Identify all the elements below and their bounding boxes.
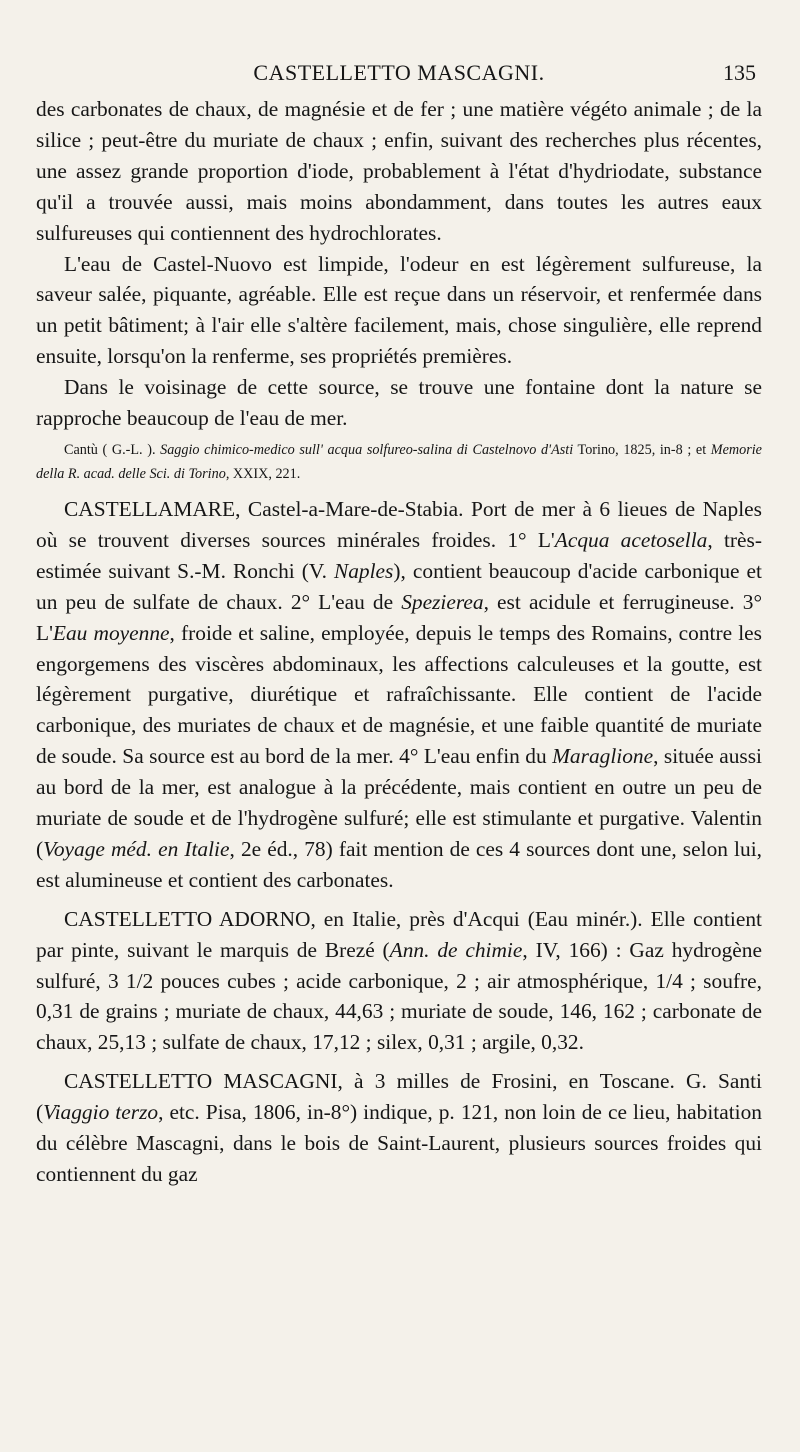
entry-text: CASTELLETTO MASCAGNI, à 3 milles de Frosini, en Toscane. G. Santi ( bbox=[36, 1069, 762, 1125]
entry-text: , etc. Pisa, 1806, in-8°) indique, p. 121, non loin de ce lieu, habitation du célèbre Mascagni, dans le bois de Saint-Laurent, plusieurs sources froides qui contiennent du gaz bbox=[36, 1100, 762, 1186]
entry-castellamare bbox=[36, 494, 762, 896]
entry-text: , IV, 166) : Gaz hydrogène sulfuré, 3 1/2 pouces cubes ; acide carbonique, 2 ; air atmosphérique, 1/4 ; soufre, 0,31 de grains ; muriate de chaux, 44,63 ; muriate de soude, 146, 162 ; carbonate de chaux, 25,13 ; sulfate de chaux, 17,12 ; silex, 0,31 ; argile, 0,32. bbox=[36, 937, 762, 1055]
entry-italic: Acqua acetosella bbox=[554, 527, 708, 552]
entry-italic: Eau moyenne bbox=[52, 620, 170, 645]
citation-suffix: , XXIX, 221. bbox=[225, 465, 301, 482]
citation-cantu bbox=[36, 438, 762, 486]
citation-prefix: Cantù ( G.-L. ). bbox=[64, 441, 161, 458]
entry-italic: Ann. de chimie bbox=[389, 937, 523, 962]
paragraph-iodine: des carbonates de chaux, de magnésie et de fer ; une matière végéto animale ; de la silice ; peut-être du muriate de chaux ; enfin, suivant des recherches plus récentes, une assez grande proportion d'iode, probablement à l'état d'hydriodate, substance qu'il a trouvée aussi, mais moins abondamment, dans toutes les autres eaux sulfureuses qui contiennent des hydrochlorates. bbox=[36, 97, 762, 245]
entry-italic: Viaggio terzo bbox=[43, 1100, 159, 1125]
entry-text: , est acidule et ferrugineuse. 3° L' bbox=[36, 589, 762, 645]
entry-text: CASTELLAMARE, Castel-a-Mare-de-Stabia. Port de mer à 6 lieues de Naples où se trouvent diverses sources minérales froides. 1° L' bbox=[36, 496, 762, 552]
entry-italic: Spezierea bbox=[401, 589, 484, 614]
paragraph-sea-fountain: Dans le voisinage de cette source, se trouve une fontaine dont la nature se rapproche beaucoup de l'eau de mer. bbox=[36, 375, 762, 431]
paragraph-castel-nuovo-water: L'eau de Castel-Nuovo est limpide, l'odeur en est légèrement sulfureuse, la saveur salée, piquante, agréable. Elle est reçue dans un réservoir, et renfermée dans un petit bâtiment; à l'air elle s'altère facilement, mais, chose singulière, elle reprend ensuite, lorsqu'on la renferme, ses propriétés premières. bbox=[36, 251, 762, 369]
citation-middle: Torino, 1825, in-8 ; et bbox=[573, 441, 711, 458]
entry-castelletto-adorno bbox=[36, 904, 762, 1059]
page-body bbox=[36, 94, 762, 1190]
entry-text: , très-estimée suivant S.-M. Ronchi (V. bbox=[36, 527, 762, 583]
entry-text: , froide et saline, employée, depuis le temps des Romains, contre les engorgemens des viscères abdominaux, les affections calculeuses et la goutte, est légèrement purgative, diurétique et rafraîchissante. Elle contient de l'acide carbonique, des muriates de chaux et de magnésie, et une faible quantité de muriate de soude. Sa source est au bord de la mer. 4° L'eau enfin du bbox=[36, 620, 762, 769]
citation-title-2: Memorie della R. acad. delle Sci. di Torino bbox=[36, 441, 762, 482]
entry-text: ), contient beaucoup d'acide carbonique et un peu de sulfate de chaux. 2° L'eau de bbox=[36, 558, 762, 614]
page-header bbox=[36, 60, 762, 94]
entry-italic: Naples bbox=[333, 558, 394, 583]
entry-italic: Voyage méd. en Italie bbox=[43, 836, 230, 861]
entry-text: , 2e éd., 78) fait mention de ces 4 sources dont une, selon lui, est alumineuse et contient des carbonates. bbox=[36, 836, 762, 892]
citation-title-1: Saggio chimico-medico sull' acqua solfureo-salina di Castelnovo d'Asti bbox=[160, 441, 574, 458]
entry-text: CASTELLETTO ADORNO, en Italie, près d'Acqui (Eau minér.). Elle contient par pinte, suivant le marquis de Brezé ( bbox=[36, 906, 762, 962]
page-number: 135 bbox=[723, 60, 756, 85]
entry-text: , située aussi au bord de la mer, est analogue à la précédente, mais contient en outre un peu de muriate de soude et de l'hydrogène sulfuré; elle est stimulante et purgative. Valentin ( bbox=[36, 744, 762, 861]
running-title: CASTELLETTO MASCAGNI. bbox=[253, 60, 545, 85]
entry-castelletto-mascagni bbox=[36, 1066, 762, 1190]
entry-italic: Maraglione bbox=[552, 744, 654, 769]
